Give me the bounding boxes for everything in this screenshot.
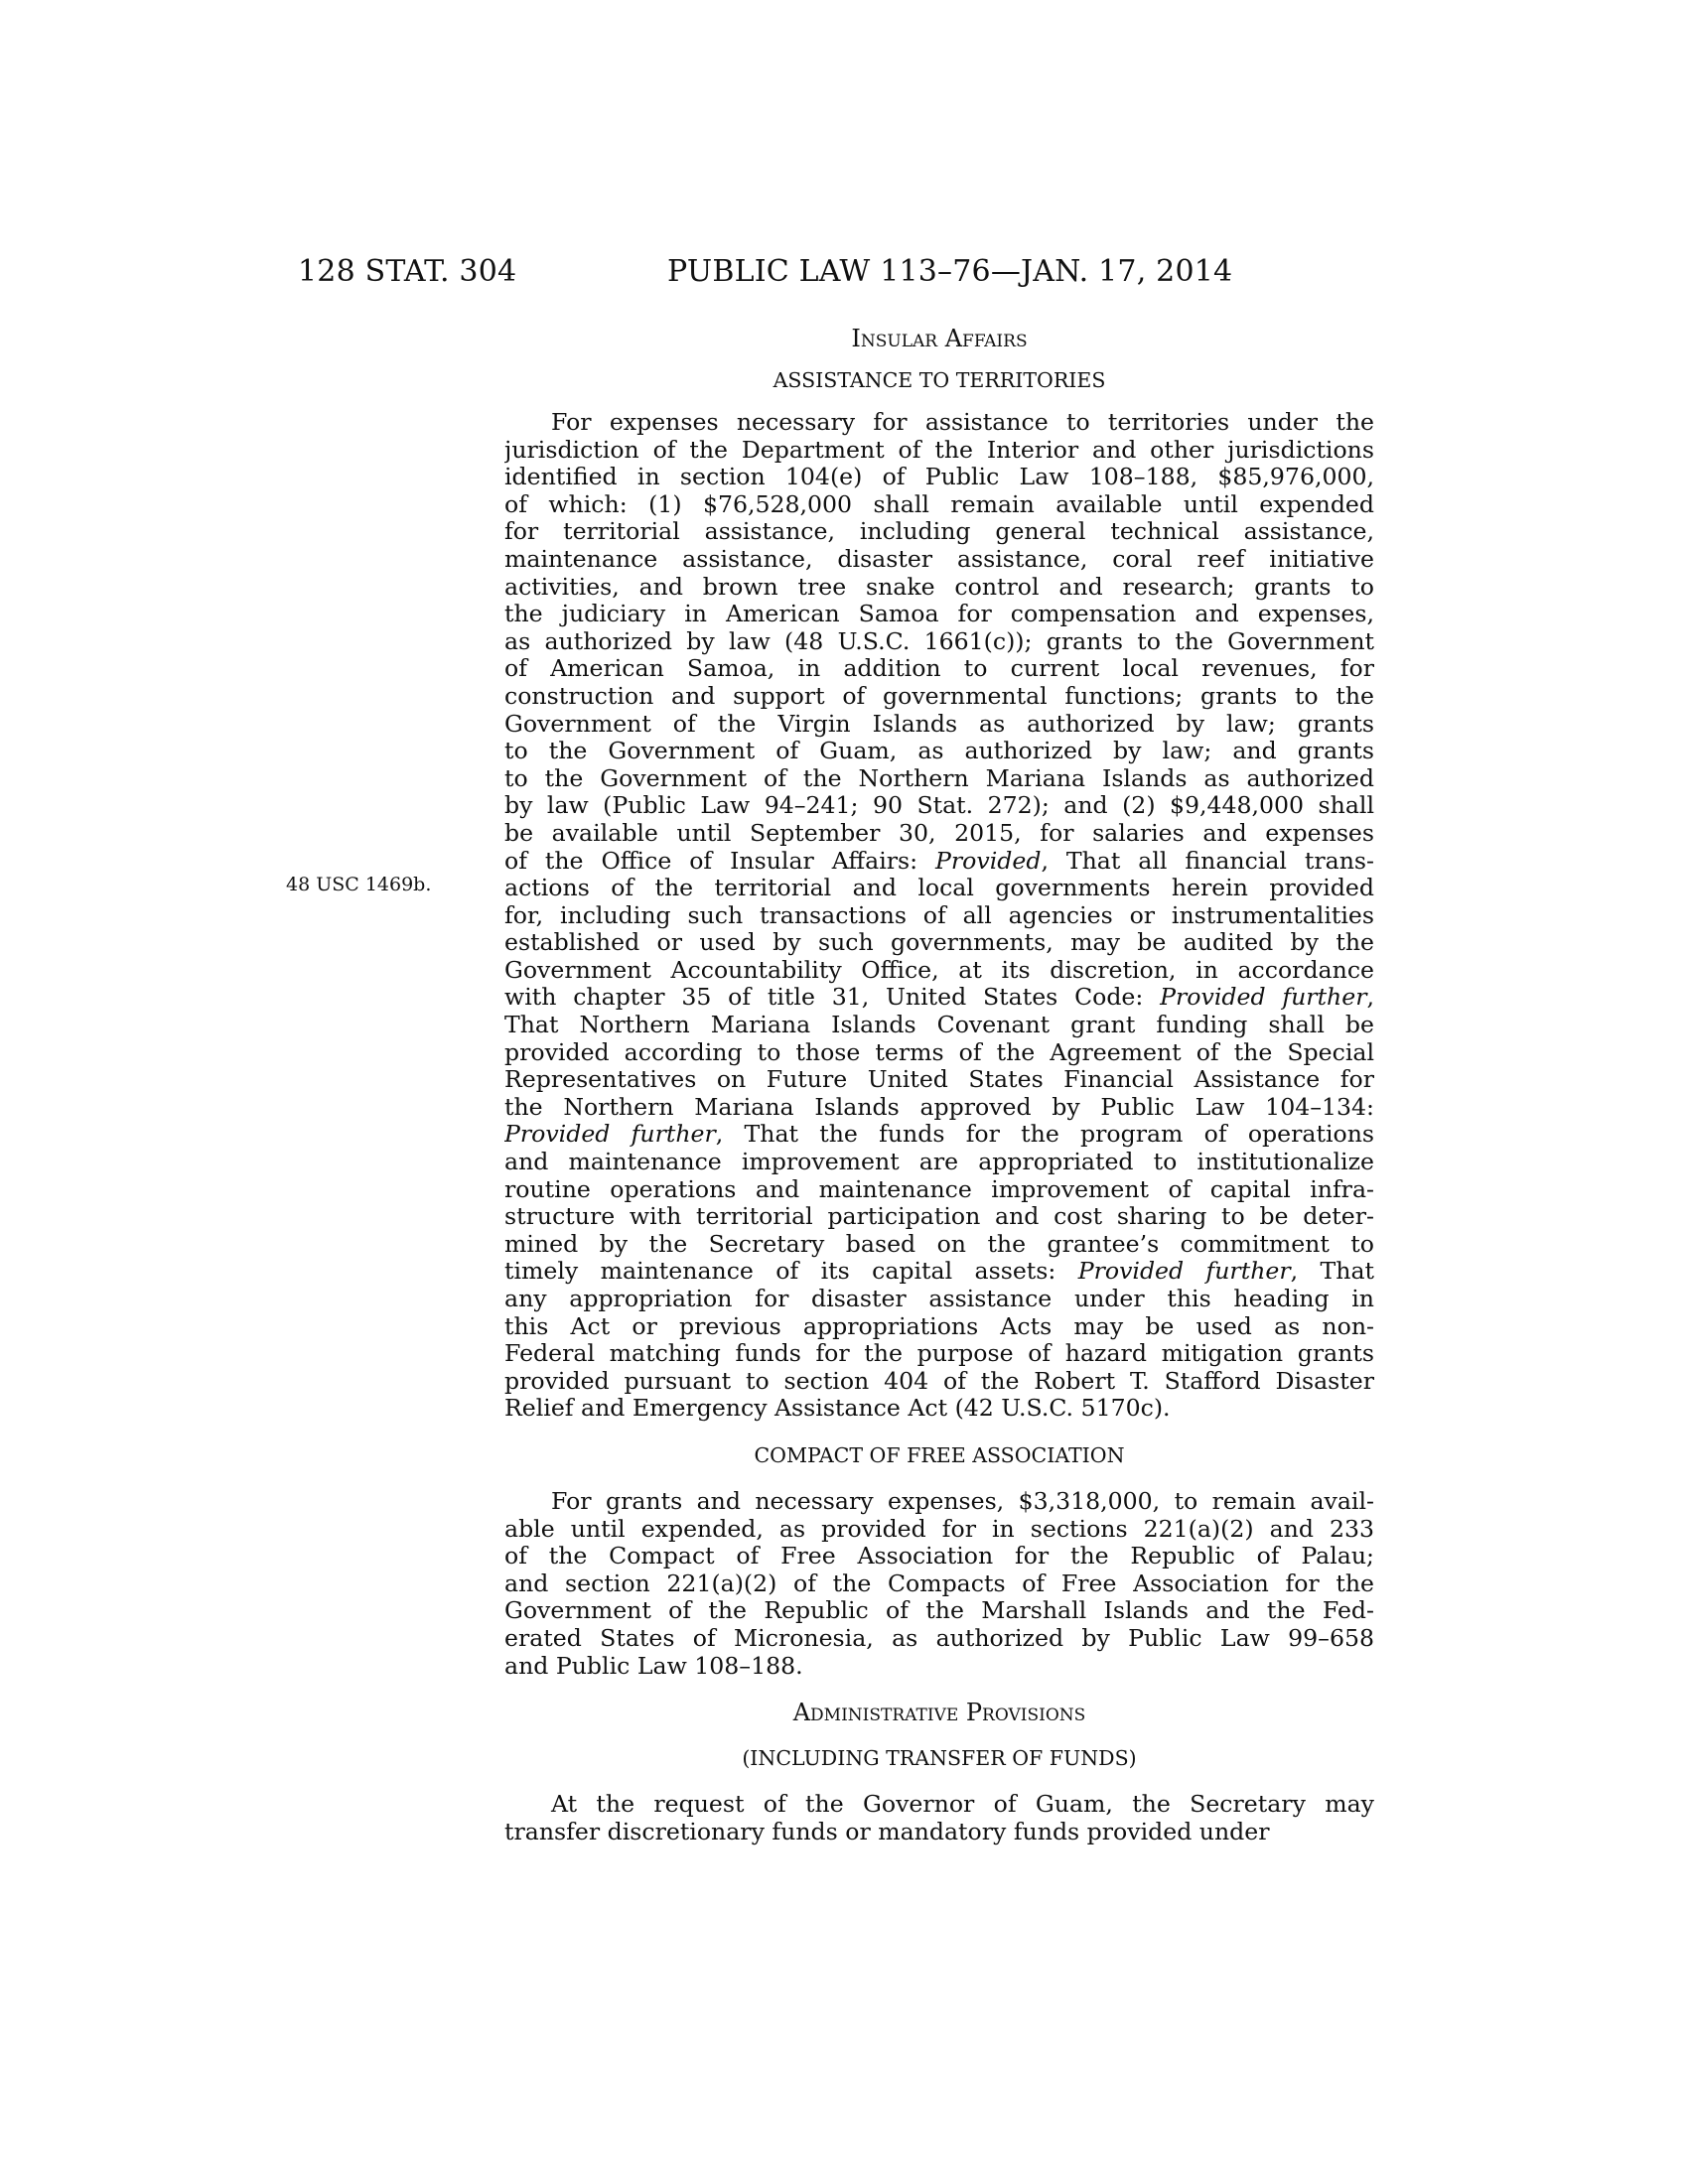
text-line: to the Government of the Northern Mariana Islands as authorized — [504, 764, 1374, 792]
public-law-title: PUBLIC LAW 113–76—JAN. 17, 2014 — [667, 254, 1233, 289]
text-line: provided according to those terms of the Agreement of the Special — [504, 1038, 1374, 1066]
text-line: of the Compact of Free Association for the Republic of Palau; — [504, 1543, 1374, 1570]
text-line: the Northern Mariana Islands approved by Public Law 104–134: — [504, 1093, 1374, 1121]
assistance-paragraph — [504, 409, 1374, 1423]
text-line: identified in section 104(e) of Public Law 108–188, $85,976,000, — [504, 464, 1374, 491]
text-line: Relief and Emergency Assistance Act (42 U.S.C. 5170c). — [504, 1395, 1171, 1423]
text-line: routine operations and maintenance improvement of capital infra- — [504, 1175, 1374, 1203]
text-line: Federal matching funds for the purpose of hazard mitigation grants — [504, 1340, 1374, 1368]
text-line: For grants and necessary expenses, $3,318,000, to remain avail- — [551, 1487, 1374, 1515]
stat-page-number: 128 STAT. 304 — [298, 254, 517, 289]
insular-affairs-heading: Insular Affairs — [851, 325, 1028, 352]
text-line: of the Office of Insular Affairs: Provided, That all financial trans- — [504, 847, 1374, 875]
text-line: provided pursuant to section 404 of the Robert T. Stafford Disaster — [504, 1367, 1374, 1395]
text-line: structure with territorial participation and cost sharing to be deter- — [504, 1203, 1374, 1231]
text-line: Provided further, That the funds for the program of operations — [504, 1121, 1374, 1149]
text-line: of which: (1) $76,528,000 shall remain available until expended — [504, 490, 1374, 518]
text-line: be available until September 30, 2015, for salaries and expenses — [504, 819, 1374, 847]
text-line: For expenses necessary for assistance to territories under the — [551, 409, 1374, 436]
transfer-of-funds-heading: (INCLUDING TRANSFER OF FUNDS) — [742, 1746, 1137, 1771]
text-line: established or used by such governments, may be audited by the — [504, 929, 1374, 957]
text-line: to the Government of Guam, as authorized by law; and grants — [504, 738, 1374, 765]
text-line: timely maintenance of its capital assets: Provided further, That — [504, 1258, 1374, 1286]
compact-heading: COMPACT OF FREE ASSOCIATION — [754, 1442, 1125, 1467]
compact-paragraph — [504, 1488, 1374, 1680]
text-line: with chapter 35 of title 31, United States Code: Provided further, — [504, 984, 1374, 1012]
text-line: for, including such transactions of all agencies or instrumentalities — [504, 901, 1374, 929]
text-line: jurisdiction of the Department of the Interior and other jurisdictions — [504, 436, 1374, 464]
text-line: of American Samoa, in addition to current local revenues, for — [504, 655, 1374, 683]
text-line: by law (Public Law 94–241; 90 Stat. 272); and (2) $9,448,000 shall — [504, 792, 1374, 820]
text-line: construction and support of governmental functions; grants to the — [504, 682, 1374, 710]
text-line: transfer discretionary funds or mandatory funds provided under — [504, 1818, 1270, 1845]
text-line: as authorized by law (48 U.S.C. 1661(c)); grants to the Government — [504, 627, 1374, 655]
margin-citation: 48 USC 1469b. — [286, 874, 432, 895]
text-line: for territorial assistance, including general technical assistance, — [504, 518, 1374, 546]
text-line: the judiciary in American Samoa for compensation and expenses, — [504, 601, 1374, 628]
text-line: Government of the Virgin Islands as authorized by law; grants — [504, 710, 1374, 738]
administrative-provisions-heading: Administrative Provisions — [792, 1699, 1086, 1727]
text-line: mined by the Secretary based on the grantee’s commitment to — [504, 1230, 1374, 1258]
text-line: That Northern Mariana Islands Covenant grant funding shall be — [504, 1012, 1374, 1039]
main-text-column — [504, 326, 1374, 1845]
text-line: actions of the territorial and local governments herein provided — [504, 875, 1374, 902]
text-line: and maintenance improvement are appropriated to institutionalize — [504, 1149, 1374, 1176]
text-line: Representatives on Future United States Financial Assistance for — [504, 1066, 1374, 1094]
text-line: activities, and brown tree snake control and research; grants to — [504, 573, 1374, 601]
text-line: At the request of the Governor of Guam, the Secretary may — [551, 1791, 1374, 1819]
assistance-to-territories-heading: ASSISTANCE TO TERRITORIES — [773, 368, 1106, 392]
text-line: able until expended, as provided for in sections 221(a)(2) and 233 — [504, 1515, 1374, 1543]
text-line: and section 221(a)(2) of the Compacts of Free Association for the — [504, 1570, 1374, 1597]
text-line: Government Accountability Office, at its discretion, in accordance — [504, 956, 1374, 984]
text-line: this Act or previous appropriations Acts may be used as non- — [504, 1312, 1374, 1340]
text-line: and Public Law 108–188. — [504, 1652, 803, 1680]
text-line: Government of the Republic of the Marshall Islands and the Fed- — [504, 1597, 1374, 1625]
text-line: maintenance assistance, disaster assistance, coral reef initiative — [504, 545, 1374, 573]
admin-paragraph — [504, 1791, 1374, 1845]
text-line: erated States of Micronesia, as authorized by Public Law 99–658 — [504, 1624, 1374, 1652]
text-line: any appropriation for disaster assistance under this heading in — [504, 1286, 1374, 1312]
